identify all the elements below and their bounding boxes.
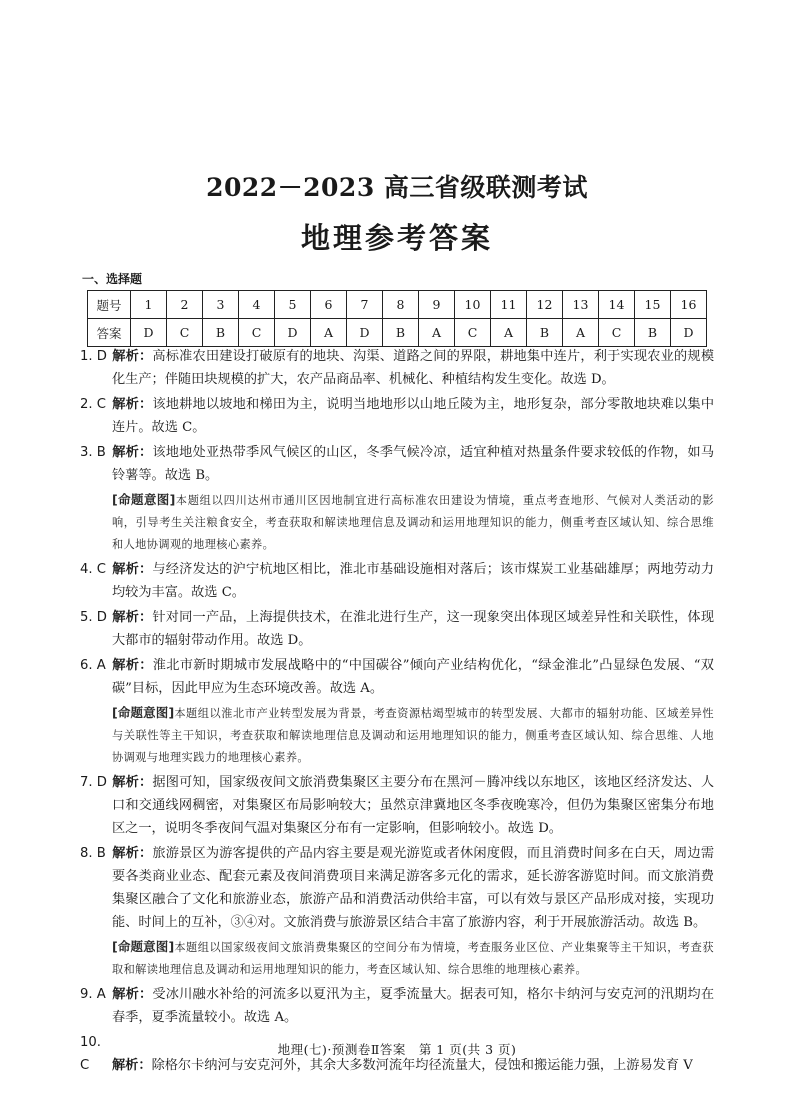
question-number: 8 bbox=[383, 291, 419, 319]
explanation-item bbox=[80, 345, 714, 391]
item-text: 除格尔卡纳河与安克河外，其余大多数河流年均径流量大，侵蚀和搬运能力强，上游易发育 V bbox=[151, 1058, 693, 1073]
intent-text: 本题组以四川达州市通川区因地制宜进行高标准农田建设为情境，重点考查地形、气候对人类活动的影响，引导考生关注粮食安全，考查获取和解读地理信息及调动和运用地理知识的能力，侧重考查区域认知、综合思维和人地协调观的地理核心素养。 bbox=[112, 494, 714, 551]
question-number: 6 bbox=[311, 291, 347, 319]
question-number: 9 bbox=[419, 291, 455, 319]
question-number: 2 bbox=[167, 291, 203, 319]
explanation-item bbox=[80, 654, 714, 700]
analysis-label: 解析： bbox=[112, 562, 153, 577]
item-number: 3. B bbox=[80, 445, 106, 460]
explanation-item bbox=[80, 558, 714, 604]
answer-cell: D bbox=[347, 319, 383, 347]
answer-cell: B bbox=[527, 319, 563, 347]
analysis-label: 解析： bbox=[112, 1058, 152, 1073]
item-number: 5. D bbox=[80, 610, 107, 625]
explanation-item bbox=[80, 606, 714, 652]
answer-cell: B bbox=[635, 319, 671, 347]
question-number: 5 bbox=[275, 291, 311, 319]
question-number: 12 bbox=[527, 291, 563, 319]
page-footer: 地理(七)·预测卷Ⅱ答案 第 1 页(共 3 页) bbox=[277, 1042, 517, 1057]
explanation-item bbox=[80, 771, 714, 840]
intent-note bbox=[80, 702, 714, 769]
item-text: 旅游景区为游客提供的产品内容主要是观光游览或者休闲度假，而且消费时间多在白天，周边需要各类商业业态、配套元素及夜间消费项目来满足游客多元化的需求，延长游客游览时间。而文旅消费集聚区融合了文化和旅游业态，旅游产品和消费活动供给丰富，可以有效与景区产品形成对接，实现功能、时间上的互补，③④对。文旅消费与旅游景区结合丰富了旅游内容，利于开展旅游活动。故选 B。 bbox=[112, 846, 715, 930]
intent-text: 本题组以淮北市产业转型发展为背景，考查资源枯竭型城市的转型发展、大都市的辐射功能、区域差异性与关联性等主干知识，考查获取和解读地理信息及调动和运用地理知识的能力，侧重考查区域认知、综合思维、人地协调观与地理实践力的地理核心素养。 bbox=[112, 707, 714, 764]
answer-cell: A bbox=[419, 319, 455, 347]
item-text: 该地耕地以坡地和梯田为主，说明当地地形以山地丘陵为主，地形复杂，部分零散地块难以集中连片。故选 C。 bbox=[112, 397, 715, 435]
answer-cell: A bbox=[311, 319, 347, 347]
question-number: 10 bbox=[455, 291, 491, 319]
question-number: 13 bbox=[563, 291, 599, 319]
item-text: 受冰川融水补给的河流多以夏汛为主，夏季流量大。据表可知，格尔卡纳河与安克河的汛期均在春季，夏季流量较小。故选 A。 bbox=[112, 987, 715, 1025]
item-number: 9. A bbox=[80, 987, 106, 1002]
item-number: 4. C bbox=[80, 562, 106, 577]
explanation-item bbox=[80, 842, 714, 934]
item-text: 与经济发达的沪宁杭地区相比，淮北市基础设施相对落后；该市煤炭工业基础雄厚；两地劳动力均较为丰富。故选 C。 bbox=[112, 562, 715, 600]
explanation-item bbox=[80, 441, 714, 487]
intent-note bbox=[80, 936, 714, 981]
answer-cell: D bbox=[671, 319, 707, 347]
analysis-label: 解析： bbox=[112, 658, 153, 673]
intent-label: [命题意图] bbox=[112, 939, 175, 954]
explanation-item bbox=[80, 983, 714, 1029]
item-text: 针对同一产品，上海提供技术，在淮北进行生产，这一现象突出体现区域差异性和关联性，体现大都市的辐射带动作用。故选 D。 bbox=[112, 610, 715, 648]
item-text: 据图可知，国家级夜间文旅消费集聚区主要分布在黑河－腾冲线以东地区，该地区经济发达、人口和交通线网稠密，对集聚区布局影响较大；虽然京津冀地区冬季夜晚寒冷，但仍为集聚区密集分布地区之一，说明冬季夜间气温对集聚区分布有一定影响，但影响较小。故选 D。 bbox=[112, 775, 715, 836]
question-number: 7 bbox=[347, 291, 383, 319]
answer-cell: C bbox=[239, 319, 275, 347]
answer-cell: D bbox=[131, 319, 167, 347]
row-label-numbers: 题号 bbox=[88, 291, 131, 319]
item-number: 6. A bbox=[80, 658, 106, 673]
answer-cell: D bbox=[275, 319, 311, 347]
item-text: 该地地处亚热带季风气候区的山区，冬季气候冷凉，适宜种植对热量条件要求较低的作物，如马铃薯等。故选 B。 bbox=[112, 445, 715, 483]
analysis-label: 解析： bbox=[112, 775, 153, 790]
row-label-answers: 答案 bbox=[88, 319, 131, 347]
intent-note bbox=[80, 489, 714, 556]
item-text: 淮北市新时期城市发展战略中的“中国碳谷”倾向产业结构优化，“绿金淮北”凸显绿色发展、“双碳”目标，因此甲应为生态环境改善。故选 A。 bbox=[112, 658, 714, 696]
question-number: 1 bbox=[131, 291, 167, 319]
answer-cell: A bbox=[491, 319, 527, 347]
answer-table bbox=[87, 290, 707, 347]
doc-subtitle: 地理参考答案 bbox=[300, 221, 493, 255]
table-row-numbers bbox=[88, 291, 707, 319]
item-number: 8. B bbox=[80, 846, 106, 861]
answer-cell: C bbox=[599, 319, 635, 347]
item-number: 10. C bbox=[80, 1035, 101, 1073]
exam-title: 2022－2023 高三省级联测考试 bbox=[206, 173, 588, 202]
question-number: 15 bbox=[635, 291, 671, 319]
analysis-label: 解析： bbox=[112, 397, 153, 412]
answer-cell: C bbox=[455, 319, 491, 347]
analysis-label: 解析： bbox=[112, 349, 153, 364]
intent-label: [命题意图] bbox=[112, 492, 176, 507]
item-number: 7. D bbox=[80, 775, 107, 790]
question-number: 14 bbox=[599, 291, 635, 319]
answer-cell: B bbox=[203, 319, 239, 347]
answer-cell: B bbox=[383, 319, 419, 347]
intent-label: [命题意图] bbox=[112, 705, 175, 720]
item-text: 高标准农田建设打破原有的地块、沟渠、道路之间的界限，耕地集中连片，利于实现农业的规模化生产；伴随田块规模的扩大，农产品商品率、机械化、种植结构发生变化。故选 D。 bbox=[112, 349, 715, 387]
intent-text: 本题组以国家级夜间文旅消费集聚区的空间分布为情境，考查服务业区位、产业集聚等主干知识，考查获取和解读地理信息及调动和运用地理知识的能力，考查区域认知、综合思维的地理核心素养。 bbox=[112, 941, 714, 976]
table-row-answers bbox=[88, 319, 707, 347]
question-number: 16 bbox=[671, 291, 707, 319]
analysis-label: 解析： bbox=[112, 987, 153, 1002]
item-number: 1. D bbox=[80, 349, 107, 364]
question-number: 3 bbox=[203, 291, 239, 319]
question-number: 4 bbox=[239, 291, 275, 319]
answer-cell: C bbox=[167, 319, 203, 347]
analysis-label: 解析： bbox=[112, 846, 153, 861]
question-number: 11 bbox=[491, 291, 527, 319]
analysis-label: 解析： bbox=[112, 610, 153, 625]
item-number: 2. C bbox=[80, 397, 106, 412]
answer-cell: A bbox=[563, 319, 599, 347]
answer-explanations bbox=[80, 345, 714, 1079]
explanation-item bbox=[80, 393, 714, 439]
analysis-label: 解析： bbox=[112, 445, 153, 460]
section-heading: 一、选择题 bbox=[82, 272, 143, 286]
